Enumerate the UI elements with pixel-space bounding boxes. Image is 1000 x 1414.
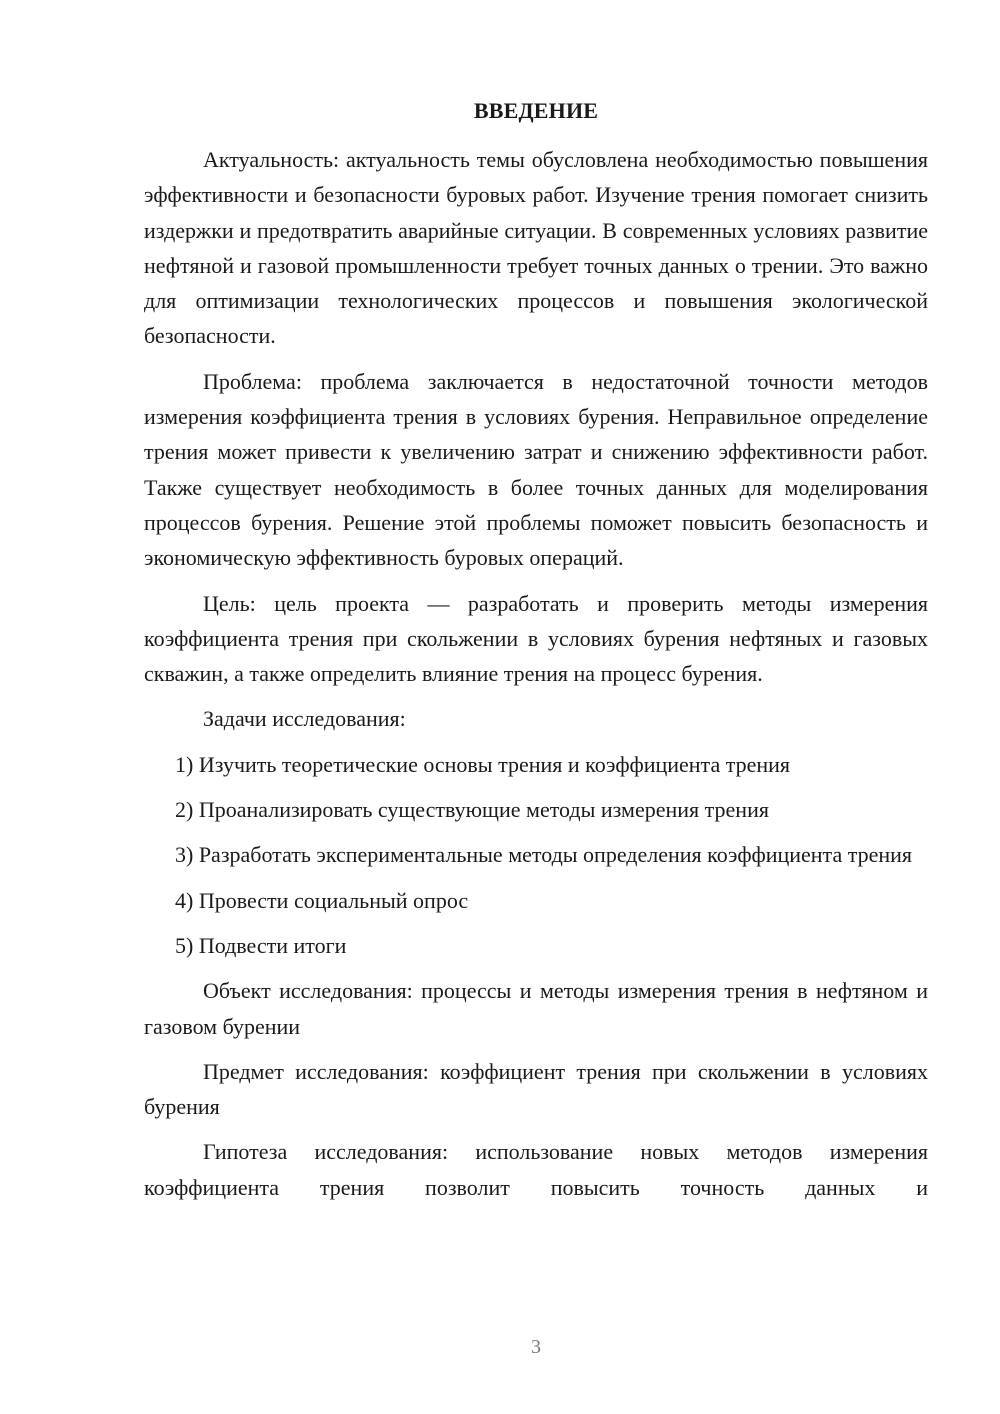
paragraph-object: Объект исследования: процессы и методы измерения трения в нефтяном и газовом бурении xyxy=(144,978,928,1039)
task-item-3: 3) Разработать экспериментальные методы определения коэффициента трения xyxy=(175,842,913,868)
paragraph-hypothesis: Гипотеза исследования: использование новых методов измерения коэффициента трения позволит повысить точность данных и xyxy=(144,1139,928,1200)
paragraph-goal: Цель: цель проекта — разработать и проверить методы измерения коэффициента трения при скольжении в условиях бурения нефтяных и газовых скважин, а также определить влияние трения на процесс бурения. xyxy=(144,590,928,687)
body-text xyxy=(144,142,928,1205)
task-item-1: 1) Изучить теоретические основы трения и коэффициента трения xyxy=(175,751,791,777)
task-item-2: 2) Проанализировать существующие методы измерения трения xyxy=(175,797,769,823)
section-heading: ВВЕДЕНИЕ xyxy=(473,98,599,123)
task-item-5: 5) Подвести итоги xyxy=(175,932,347,958)
task-item-4: 4) Провести социальный опрос xyxy=(175,887,469,913)
paragraph-relevance: Актуальность: актуальность темы обусловлена необходимостью повышения эффективности и безопасности буровых работ. Изучение трения помогает снизить издержки и предотвратить аварийные ситуации. В современных условиях развитие нефтяной и газовой промышленности требует точных данных о трении. Это важно для оптимизации технологических процессов и повышения экологической безопасности. xyxy=(144,147,928,349)
page-number: 3 xyxy=(531,1336,541,1358)
tasks-title: Задачи исследования: xyxy=(203,706,406,732)
paragraph-problem: Проблема: проблема заключается в недостаточной точности методов измерения коэффициента трения в условиях бурения. Неправильное определение трения может привести к увеличению затрат и снижению эффективности работ. Также существует необходимость в более точных данных для моделирования процессов бурения. Решение этой проблемы поможет повысить безопасность и экономическую эффективность буровых операций. xyxy=(144,368,928,571)
paragraph-subject: Предмет исследования: коэффициент трения при скольжении в условиях бурения xyxy=(144,1058,928,1120)
